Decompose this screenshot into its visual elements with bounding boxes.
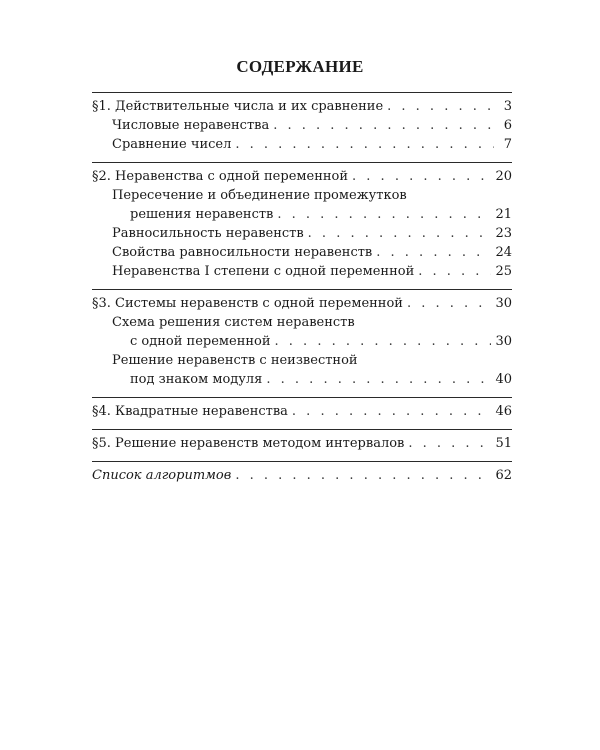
dot-leader xyxy=(418,262,491,281)
toc-section-5 xyxy=(92,434,512,453)
toc-section-4 xyxy=(92,402,512,421)
toc-section-6 xyxy=(92,466,512,485)
page-number: 23 xyxy=(495,226,512,241)
section-divider xyxy=(92,162,512,163)
section-divider xyxy=(92,429,512,430)
toc-heading-title: §4. Квадратные неравенства xyxy=(92,404,288,419)
toc-heading[interactable] xyxy=(92,167,512,186)
dot-leader xyxy=(235,135,494,154)
dot-leader xyxy=(387,97,494,116)
dot-leader xyxy=(408,434,491,453)
toc-item-line1: Пересечение и объединение промежутков xyxy=(112,188,407,203)
dot-leader xyxy=(275,332,492,351)
dot-leader xyxy=(407,294,491,313)
page-number: 21 xyxy=(495,207,512,222)
section-divider xyxy=(92,461,512,462)
dot-leader xyxy=(266,370,491,389)
page-number: 24 xyxy=(495,245,512,260)
dot-leader xyxy=(352,167,491,186)
page-number: 3 xyxy=(503,99,512,114)
page-number: 30 xyxy=(495,334,512,349)
toc-item[interactable] xyxy=(92,135,512,154)
dot-leader xyxy=(235,466,491,485)
section-divider xyxy=(92,289,512,290)
page-number: 51 xyxy=(495,436,512,451)
toc-section-3 xyxy=(92,294,512,389)
toc-item-title: Неравенства I степени с одной переменной xyxy=(112,264,415,279)
toc-item[interactable] xyxy=(92,262,512,281)
toc-item-title: Числовые неравенства xyxy=(112,118,270,133)
toc-heading[interactable] xyxy=(92,434,512,453)
toc-section-1 xyxy=(92,97,512,154)
toc-heading[interactable] xyxy=(92,402,512,421)
toc-item[interactable] xyxy=(92,224,512,243)
page-number: 40 xyxy=(495,372,512,387)
toc-item-line1: Решение неравенств с неизвестной xyxy=(112,353,358,368)
toc-item[interactable] xyxy=(92,370,512,389)
dot-leader xyxy=(376,243,491,262)
toc-heading-title: §2. Неравенства с одной переменной xyxy=(92,169,349,184)
toc-item[interactable] xyxy=(92,243,512,262)
toc-heading[interactable] xyxy=(92,97,512,116)
toc-item[interactable] xyxy=(92,332,512,351)
toc-item-title: под знаком модуля xyxy=(130,372,263,387)
page-number: 30 xyxy=(495,296,512,311)
page-title: СОДЕРЖАНИЕ xyxy=(236,57,364,76)
toc-item-title: Свойства равносильности неравенств xyxy=(112,245,373,260)
dot-leader xyxy=(277,205,491,224)
section-divider xyxy=(92,92,512,93)
toc-heading[interactable] xyxy=(92,294,512,313)
table-of-contents xyxy=(92,92,512,493)
toc-item-line1: Схема решения систем неравенств xyxy=(112,315,355,330)
toc-item[interactable] xyxy=(92,116,512,135)
page-number: 20 xyxy=(495,169,512,184)
toc-heading-title: Список алгоритмов xyxy=(92,468,232,483)
toc-item-title: с одной переменной xyxy=(130,334,271,349)
toc-heading-title: §1. Действительные числа и их сравнение xyxy=(92,99,384,114)
dot-leader xyxy=(273,116,494,135)
section-divider xyxy=(92,397,512,398)
toc-item-title: решения неравенств xyxy=(130,207,274,222)
toc-item-title: Равносильность неравенств xyxy=(112,226,304,241)
toc-item[interactable] xyxy=(92,205,512,224)
page-number: 6 xyxy=(503,118,512,133)
dot-leader xyxy=(308,224,492,243)
toc-item-title: Сравнение чисел xyxy=(112,137,232,152)
page-number: 7 xyxy=(503,137,512,152)
toc-heading-title: §3. Системы неравенств с одной переменной xyxy=(92,296,403,311)
page-number: 62 xyxy=(495,468,512,483)
page-number: 25 xyxy=(495,264,512,279)
toc-heading-title: §5. Решение неравенств методом интервалов xyxy=(92,436,405,451)
page-number: 46 xyxy=(495,404,512,419)
dot-leader xyxy=(292,402,492,421)
toc-section-2 xyxy=(92,167,512,281)
toc-heading[interactable] xyxy=(92,466,512,485)
